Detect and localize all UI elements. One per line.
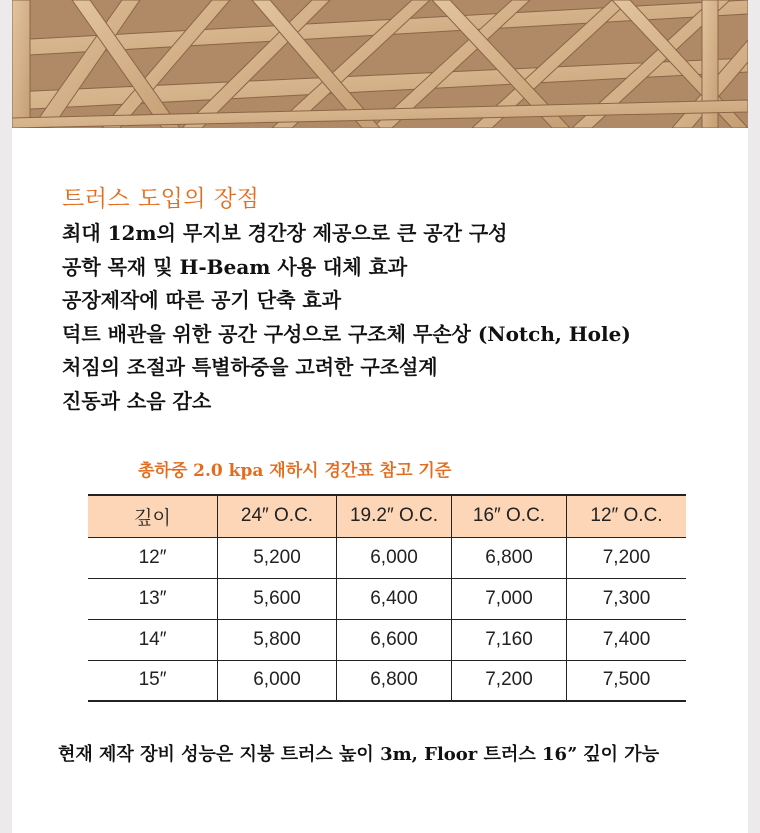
table-cell: 7,300 — [567, 578, 687, 619]
benefit-item: 진동과 소음 감소 — [62, 388, 212, 413]
table-row — [88, 578, 686, 619]
table-cell: 6,000 — [337, 537, 452, 578]
benefit-item: 처짐의 조절과 특별하중을 고려한 구조설계 — [62, 355, 438, 380]
table-cell: 6,800 — [337, 660, 452, 701]
table-cell: 6,000 — [218, 660, 337, 701]
span-table — [88, 494, 686, 702]
benefit-item: 공장제작에 따른 공기 단축 효과 — [62, 288, 342, 313]
benefit-item: 덕트 배관을 위한 공간 구성으로 구조체 무손상 (Notch, Hole) — [62, 321, 631, 346]
table-cell: 5,200 — [218, 537, 337, 578]
truss-illustration — [12, 0, 748, 128]
table-cell: 7,500 — [567, 660, 687, 701]
benefits-list — [62, 217, 631, 419]
table-cell: 7,400 — [567, 619, 687, 660]
table-cell: 6,600 — [337, 619, 452, 660]
table-cell: 7,200 — [452, 660, 567, 701]
table-cell: 14″ — [138, 628, 167, 650]
document-page — [12, 0, 748, 833]
table-cell: 7,000 — [452, 578, 567, 619]
column-header: 12″ O.C. — [567, 495, 687, 537]
benefit-item: 공학 목재 및 H-Beam 사용 대체 효과 — [62, 254, 408, 279]
production-capacity-note: 현재 제작 장비 성능은 지붕 트러스 높이 3m, Floor 트러스 16ˮ 깊이 가능 — [58, 744, 660, 765]
table-row — [88, 660, 686, 701]
table-cell: 6,800 — [452, 537, 567, 578]
column-header: 19.2″ O.C. — [337, 495, 452, 537]
span-table-caption: 총하중 2.0 kpa 재하시 경간표 참고 기준 — [138, 461, 452, 481]
table-cell: 5,600 — [218, 578, 337, 619]
column-header: 16″ O.C. — [452, 495, 567, 537]
table-cell: 7,160 — [452, 619, 567, 660]
benefits-title: 트러스 도입의 장점 — [62, 186, 260, 212]
benefit-item: 최대 12m의 무지보 경간장 제공으로 큰 공간 구성 — [62, 221, 508, 245]
column-header: 깊이 — [134, 507, 171, 529]
table-row — [88, 619, 686, 660]
table-cell: 6,400 — [337, 578, 452, 619]
table-row — [88, 537, 686, 578]
table-header-row — [88, 495, 686, 537]
column-header: 24″ O.C. — [218, 495, 337, 537]
table-cell: 7,200 — [567, 537, 687, 578]
wood-truss-photo — [12, 0, 748, 128]
table-cell: 15″ — [138, 669, 167, 691]
table-cell: 13″ — [138, 587, 167, 609]
table-cell: 5,800 — [218, 619, 337, 660]
table-cell: 12″ — [138, 546, 167, 568]
